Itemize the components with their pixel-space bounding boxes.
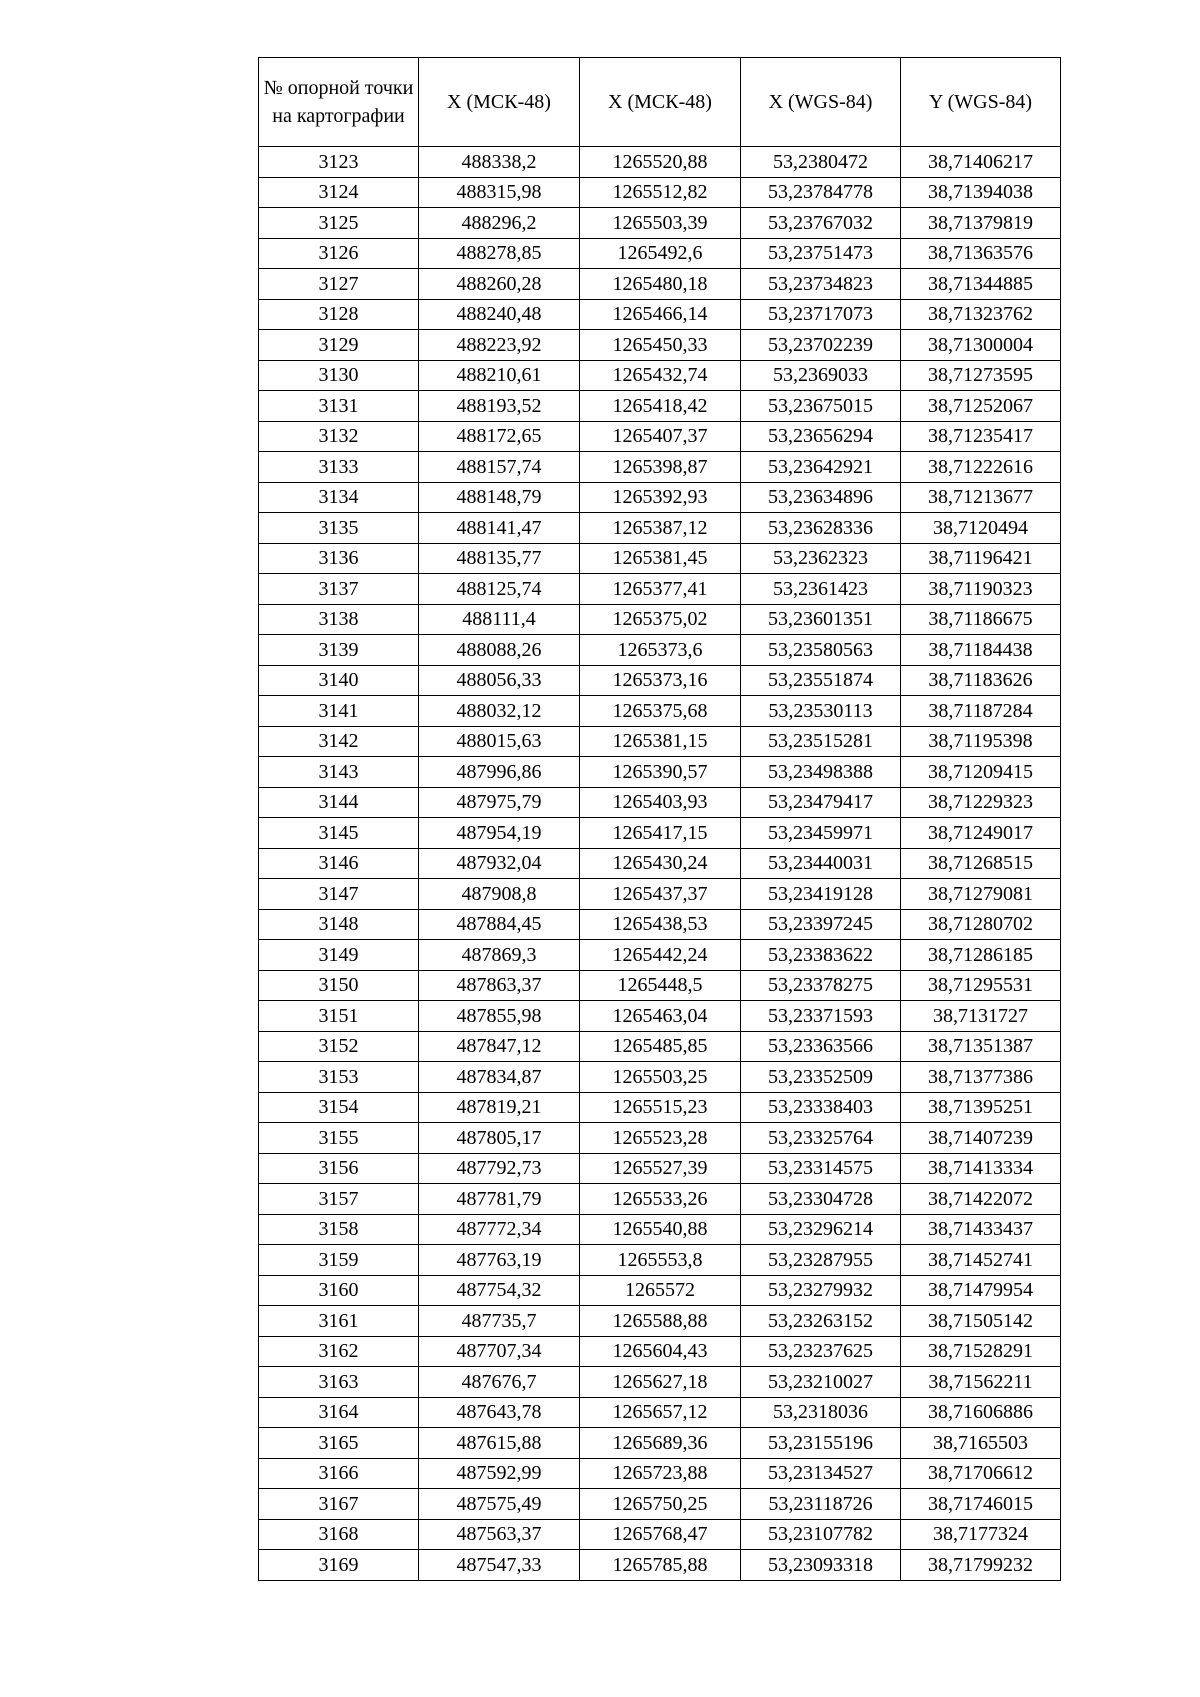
x-wgs84-cell: 53,23642921 [741,452,901,483]
point-number-cell: 3137 [259,574,419,605]
table-header [259,58,1061,147]
table-row [259,208,1061,239]
point-number-cell: 3168 [259,1519,419,1550]
x-msk48-second-cell: 1265390,57 [580,757,741,788]
x-wgs84-cell: 53,23397245 [741,909,901,940]
y-wgs84-cell: 38,71268515 [901,848,1061,879]
table-row [259,726,1061,757]
table-row [259,1519,1061,1550]
header-x-msk48-second: X (МСК-48) [580,58,741,147]
x-msk48-second-cell: 1265430,24 [580,848,741,879]
y-wgs84-cell: 38,7120494 [901,513,1061,544]
x-msk48-cell: 488032,12 [419,696,580,727]
table-row [259,848,1061,879]
point-number-cell: 3156 [259,1153,419,1184]
x-msk48-second-cell: 1265572 [580,1275,741,1306]
point-number-cell: 3164 [259,1397,419,1428]
table-row [259,787,1061,818]
point-number-cell: 3127 [259,269,419,300]
y-wgs84-cell: 38,71351387 [901,1031,1061,1062]
x-msk48-cell: 487863,37 [419,970,580,1001]
x-msk48-second-cell: 1265512,82 [580,177,741,208]
x-msk48-cell: 487847,12 [419,1031,580,1062]
x-msk48-second-cell: 1265381,15 [580,726,741,757]
x-msk48-cell: 488260,28 [419,269,580,300]
point-number-cell: 3135 [259,513,419,544]
table-row [259,1489,1061,1520]
y-wgs84-cell: 38,71433437 [901,1214,1061,1245]
y-wgs84-cell: 38,71394038 [901,177,1061,208]
point-number-cell: 3159 [259,1245,419,1276]
x-wgs84-cell: 53,23325764 [741,1123,901,1154]
x-msk48-cell: 487781,79 [419,1184,580,1215]
point-number-cell: 3147 [259,879,419,910]
x-msk48-cell: 487547,33 [419,1550,580,1581]
x-msk48-second-cell: 1265768,47 [580,1519,741,1550]
y-wgs84-cell: 38,71452741 [901,1245,1061,1276]
y-wgs84-cell: 38,71184438 [901,635,1061,666]
point-number-cell: 3148 [259,909,419,940]
header-point-number: № опорной точки на картографии [259,58,419,147]
x-msk48-second-cell: 1265450,33 [580,330,741,361]
point-number-cell: 3128 [259,299,419,330]
point-number-cell: 3169 [259,1550,419,1581]
x-msk48-second-cell: 1265466,14 [580,299,741,330]
x-msk48-cell: 488088,26 [419,635,580,666]
x-wgs84-cell: 53,23498388 [741,757,901,788]
point-number-cell: 3131 [259,391,419,422]
y-wgs84-cell: 38,71799232 [901,1550,1061,1581]
table-row [259,147,1061,178]
x-wgs84-cell: 53,23210027 [741,1367,901,1398]
y-wgs84-cell: 38,71187284 [901,696,1061,727]
x-msk48-cell: 488141,47 [419,513,580,544]
x-msk48-cell: 488278,85 [419,238,580,269]
header-x-msk48: X (МСК-48) [419,58,580,147]
table-row [259,696,1061,727]
y-wgs84-cell: 38,71379819 [901,208,1061,239]
x-msk48-second-cell: 1265480,18 [580,269,741,300]
header-y-wgs84: Y (WGS-84) [901,58,1061,147]
x-msk48-second-cell: 1265533,26 [580,1184,741,1215]
x-wgs84-cell: 53,23107782 [741,1519,901,1550]
y-wgs84-cell: 38,71196421 [901,543,1061,574]
x-msk48-second-cell: 1265373,6 [580,635,741,666]
x-wgs84-cell: 53,23767032 [741,208,901,239]
x-msk48-second-cell: 1265503,39 [580,208,741,239]
x-msk48-second-cell: 1265485,85 [580,1031,741,1062]
table-row [259,360,1061,391]
x-msk48-cell: 487954,19 [419,818,580,849]
x-msk48-cell: 487772,34 [419,1214,580,1245]
x-msk48-cell: 487763,19 [419,1245,580,1276]
table-row [259,513,1061,544]
x-wgs84-cell: 53,23751473 [741,238,901,269]
x-msk48-second-cell: 1265750,25 [580,1489,741,1520]
x-wgs84-cell: 53,23363566 [741,1031,901,1062]
table-row [259,970,1061,1001]
table-row [259,1428,1061,1459]
y-wgs84-cell: 38,71479954 [901,1275,1061,1306]
point-number-cell: 3126 [259,238,419,269]
x-msk48-second-cell: 1265515,23 [580,1092,741,1123]
x-msk48-cell: 488125,74 [419,574,580,605]
table-row [259,1153,1061,1184]
x-msk48-second-cell: 1265375,68 [580,696,741,727]
y-wgs84-cell: 38,71229323 [901,787,1061,818]
point-number-cell: 3132 [259,421,419,452]
x-wgs84-cell: 53,23314575 [741,1153,901,1184]
x-wgs84-cell: 53,2362323 [741,543,901,574]
x-msk48-cell: 487932,04 [419,848,580,879]
point-number-cell: 3136 [259,543,419,574]
y-wgs84-cell: 38,71235417 [901,421,1061,452]
table-row [259,1031,1061,1062]
x-msk48-second-cell: 1265442,24 [580,940,741,971]
x-wgs84-cell: 53,23419128 [741,879,901,910]
x-msk48-cell: 487855,98 [419,1001,580,1032]
x-msk48-second-cell: 1265438,53 [580,909,741,940]
table-row [259,604,1061,635]
coordinates-table [258,57,1061,1581]
x-msk48-second-cell: 1265523,28 [580,1123,741,1154]
x-msk48-second-cell: 1265387,12 [580,513,741,544]
x-wgs84-cell: 53,23628336 [741,513,901,544]
x-msk48-second-cell: 1265503,25 [580,1062,741,1093]
x-msk48-cell: 487834,87 [419,1062,580,1093]
x-wgs84-cell: 53,23118726 [741,1489,901,1520]
table-row [259,238,1061,269]
x-msk48-cell: 488172,65 [419,421,580,452]
y-wgs84-cell: 38,71195398 [901,726,1061,757]
table-row [259,818,1061,849]
table-row [259,1275,1061,1306]
point-number-cell: 3145 [259,818,419,849]
x-wgs84-cell: 53,2369033 [741,360,901,391]
x-msk48-cell: 488296,2 [419,208,580,239]
x-wgs84-cell: 53,23352509 [741,1062,901,1093]
x-msk48-second-cell: 1265520,88 [580,147,741,178]
table-row [259,909,1061,940]
x-msk48-cell: 487563,37 [419,1519,580,1550]
table-row [259,1336,1061,1367]
y-wgs84-cell: 38,7165503 [901,1428,1061,1459]
x-msk48-cell: 488111,4 [419,604,580,635]
x-wgs84-cell: 53,23155196 [741,1428,901,1459]
table-row [259,391,1061,422]
y-wgs84-cell: 38,71413334 [901,1153,1061,1184]
x-msk48-second-cell: 1265373,16 [580,665,741,696]
x-msk48-second-cell: 1265604,43 [580,1336,741,1367]
y-wgs84-cell: 38,71528291 [901,1336,1061,1367]
x-msk48-cell: 487975,79 [419,787,580,818]
point-number-cell: 3146 [259,848,419,879]
point-number-cell: 3133 [259,452,419,483]
point-number-cell: 3158 [259,1214,419,1245]
y-wgs84-cell: 38,71213677 [901,482,1061,513]
table-row [259,635,1061,666]
y-wgs84-cell: 38,71395251 [901,1092,1061,1123]
table-row [259,1184,1061,1215]
x-msk48-cell: 487792,73 [419,1153,580,1184]
x-msk48-second-cell: 1265540,88 [580,1214,741,1245]
x-msk48-cell: 488240,48 [419,299,580,330]
x-msk48-second-cell: 1265437,37 [580,879,741,910]
x-msk48-second-cell: 1265407,37 [580,421,741,452]
x-wgs84-cell: 53,23717073 [741,299,901,330]
x-msk48-second-cell: 1265689,36 [580,1428,741,1459]
x-msk48-cell: 487996,86 [419,757,580,788]
x-msk48-second-cell: 1265375,02 [580,604,741,635]
x-wgs84-cell: 53,23601351 [741,604,901,635]
point-number-cell: 3152 [259,1031,419,1062]
x-msk48-second-cell: 1265785,88 [580,1550,741,1581]
point-number-cell: 3141 [259,696,419,727]
x-msk48-cell: 487869,3 [419,940,580,971]
point-number-cell: 3142 [259,726,419,757]
point-number-cell: 3150 [259,970,419,1001]
table-row [259,1001,1061,1032]
y-wgs84-cell: 38,71295531 [901,970,1061,1001]
point-number-cell: 3153 [259,1062,419,1093]
x-msk48-second-cell: 1265492,6 [580,238,741,269]
table-row [259,1367,1061,1398]
table-row [259,1214,1061,1245]
table-row [259,1245,1061,1276]
x-msk48-cell: 487805,17 [419,1123,580,1154]
x-msk48-second-cell: 1265527,39 [580,1153,741,1184]
x-wgs84-cell: 53,23634896 [741,482,901,513]
y-wgs84-cell: 38,71407239 [901,1123,1061,1154]
x-wgs84-cell: 53,23734823 [741,269,901,300]
table-row [259,269,1061,300]
table-row [259,879,1061,910]
table-row [259,421,1061,452]
x-wgs84-cell: 53,23338403 [741,1092,901,1123]
table-row [259,574,1061,605]
y-wgs84-cell: 38,71323762 [901,299,1061,330]
y-wgs84-cell: 38,71280702 [901,909,1061,940]
point-number-cell: 3149 [259,940,419,971]
x-msk48-cell: 488315,98 [419,177,580,208]
x-msk48-cell: 487707,34 [419,1336,580,1367]
x-msk48-cell: 487615,88 [419,1428,580,1459]
y-wgs84-cell: 38,71606886 [901,1397,1061,1428]
x-msk48-second-cell: 1265403,93 [580,787,741,818]
x-wgs84-cell: 53,23656294 [741,421,901,452]
point-number-cell: 3166 [259,1458,419,1489]
x-msk48-cell: 488056,33 [419,665,580,696]
table-row [259,1092,1061,1123]
x-wgs84-cell: 53,23675015 [741,391,901,422]
y-wgs84-cell: 38,71406217 [901,147,1061,178]
x-wgs84-cell: 53,23304728 [741,1184,901,1215]
table-row [259,1550,1061,1581]
y-wgs84-cell: 38,71279081 [901,879,1061,910]
x-wgs84-cell: 53,23383622 [741,940,901,971]
y-wgs84-cell: 38,71422072 [901,1184,1061,1215]
point-number-cell: 3129 [259,330,419,361]
y-wgs84-cell: 38,7131727 [901,1001,1061,1032]
x-msk48-cell: 487592,99 [419,1458,580,1489]
x-wgs84-cell: 53,23580563 [741,635,901,666]
x-wgs84-cell: 53,23296214 [741,1214,901,1245]
x-msk48-cell: 488210,61 [419,360,580,391]
table-row [259,1397,1061,1428]
table-row [259,1123,1061,1154]
x-msk48-second-cell: 1265418,42 [580,391,741,422]
x-msk48-second-cell: 1265553,8 [580,1245,741,1276]
x-msk48-cell: 487819,21 [419,1092,580,1123]
table-row [259,757,1061,788]
x-msk48-cell: 488338,2 [419,147,580,178]
point-number-cell: 3167 [259,1489,419,1520]
y-wgs84-cell: 38,71222616 [901,452,1061,483]
y-wgs84-cell: 38,71273595 [901,360,1061,391]
x-wgs84-cell: 53,23287955 [741,1245,901,1276]
header-x-wgs84: X (WGS-84) [741,58,901,147]
x-wgs84-cell: 53,23479417 [741,787,901,818]
y-wgs84-cell: 38,71186675 [901,604,1061,635]
x-msk48-second-cell: 1265723,88 [580,1458,741,1489]
table-row [259,940,1061,971]
x-wgs84-cell: 53,2380472 [741,147,901,178]
table-row [259,330,1061,361]
table-body [259,147,1061,1581]
x-wgs84-cell: 53,23371593 [741,1001,901,1032]
x-msk48-second-cell: 1265432,74 [580,360,741,391]
y-wgs84-cell: 38,71505142 [901,1306,1061,1337]
x-msk48-second-cell: 1265657,12 [580,1397,741,1428]
point-number-cell: 3139 [259,635,419,666]
point-number-cell: 3138 [259,604,419,635]
x-wgs84-cell: 53,23279932 [741,1275,901,1306]
y-wgs84-cell: 38,71344885 [901,269,1061,300]
table-row [259,452,1061,483]
x-msk48-cell: 488135,77 [419,543,580,574]
x-wgs84-cell: 53,23134527 [741,1458,901,1489]
y-wgs84-cell: 38,71562211 [901,1367,1061,1398]
table-row [259,1062,1061,1093]
x-msk48-second-cell: 1265417,15 [580,818,741,849]
point-number-cell: 3160 [259,1275,419,1306]
y-wgs84-cell: 38,71190323 [901,574,1061,605]
y-wgs84-cell: 38,71252067 [901,391,1061,422]
x-msk48-second-cell: 1265627,18 [580,1367,741,1398]
x-msk48-cell: 488157,74 [419,452,580,483]
point-number-cell: 3151 [259,1001,419,1032]
y-wgs84-cell: 38,71249017 [901,818,1061,849]
x-msk48-cell: 488015,63 [419,726,580,757]
y-wgs84-cell: 38,71363576 [901,238,1061,269]
x-msk48-cell: 488223,92 [419,330,580,361]
table-row [259,1306,1061,1337]
point-number-cell: 3162 [259,1336,419,1367]
point-number-cell: 3125 [259,208,419,239]
x-msk48-second-cell: 1265398,87 [580,452,741,483]
point-number-cell: 3144 [259,787,419,818]
table-row [259,543,1061,574]
y-wgs84-cell: 38,71286185 [901,940,1061,971]
y-wgs84-cell: 38,71183626 [901,665,1061,696]
x-wgs84-cell: 53,23263152 [741,1306,901,1337]
y-wgs84-cell: 38,71377386 [901,1062,1061,1093]
x-msk48-cell: 487908,8 [419,879,580,910]
x-msk48-cell: 487884,45 [419,909,580,940]
table-row [259,177,1061,208]
table-row [259,482,1061,513]
point-number-cell: 3124 [259,177,419,208]
table-row [259,1458,1061,1489]
x-msk48-second-cell: 1265377,41 [580,574,741,605]
x-msk48-second-cell: 1265588,88 [580,1306,741,1337]
x-msk48-second-cell: 1265392,93 [580,482,741,513]
point-number-cell: 3140 [259,665,419,696]
table-row [259,299,1061,330]
x-wgs84-cell: 53,23237625 [741,1336,901,1367]
point-number-cell: 3123 [259,147,419,178]
point-number-cell: 3154 [259,1092,419,1123]
point-number-cell: 3155 [259,1123,419,1154]
point-number-cell: 3165 [259,1428,419,1459]
x-msk48-cell: 487735,7 [419,1306,580,1337]
header-row [259,58,1061,147]
table-row [259,665,1061,696]
x-wgs84-cell: 53,23551874 [741,665,901,696]
x-msk48-cell: 487754,32 [419,1275,580,1306]
x-msk48-cell: 487676,7 [419,1367,580,1398]
y-wgs84-cell: 38,71209415 [901,757,1061,788]
x-msk48-second-cell: 1265448,5 [580,970,741,1001]
y-wgs84-cell: 38,71300004 [901,330,1061,361]
y-wgs84-cell: 38,71746015 [901,1489,1061,1520]
x-wgs84-cell: 53,2361423 [741,574,901,605]
x-msk48-cell: 487643,78 [419,1397,580,1428]
point-number-cell: 3163 [259,1367,419,1398]
x-wgs84-cell: 53,23530113 [741,696,901,727]
x-wgs84-cell: 53,2318036 [741,1397,901,1428]
x-wgs84-cell: 53,23440031 [741,848,901,879]
point-number-cell: 3130 [259,360,419,391]
x-msk48-cell: 488148,79 [419,482,580,513]
x-msk48-second-cell: 1265381,45 [580,543,741,574]
x-wgs84-cell: 53,23093318 [741,1550,901,1581]
point-number-cell: 3134 [259,482,419,513]
x-msk48-cell: 487575,49 [419,1489,580,1520]
x-msk48-cell: 488193,52 [419,391,580,422]
x-wgs84-cell: 53,23378275 [741,970,901,1001]
x-wgs84-cell: 53,23784778 [741,177,901,208]
x-msk48-second-cell: 1265463,04 [580,1001,741,1032]
point-number-cell: 3143 [259,757,419,788]
x-wgs84-cell: 53,23459971 [741,818,901,849]
point-number-cell: 3161 [259,1306,419,1337]
x-wgs84-cell: 53,23702239 [741,330,901,361]
x-wgs84-cell: 53,23515281 [741,726,901,757]
y-wgs84-cell: 38,71706612 [901,1458,1061,1489]
point-number-cell: 3157 [259,1184,419,1215]
y-wgs84-cell: 38,7177324 [901,1519,1061,1550]
